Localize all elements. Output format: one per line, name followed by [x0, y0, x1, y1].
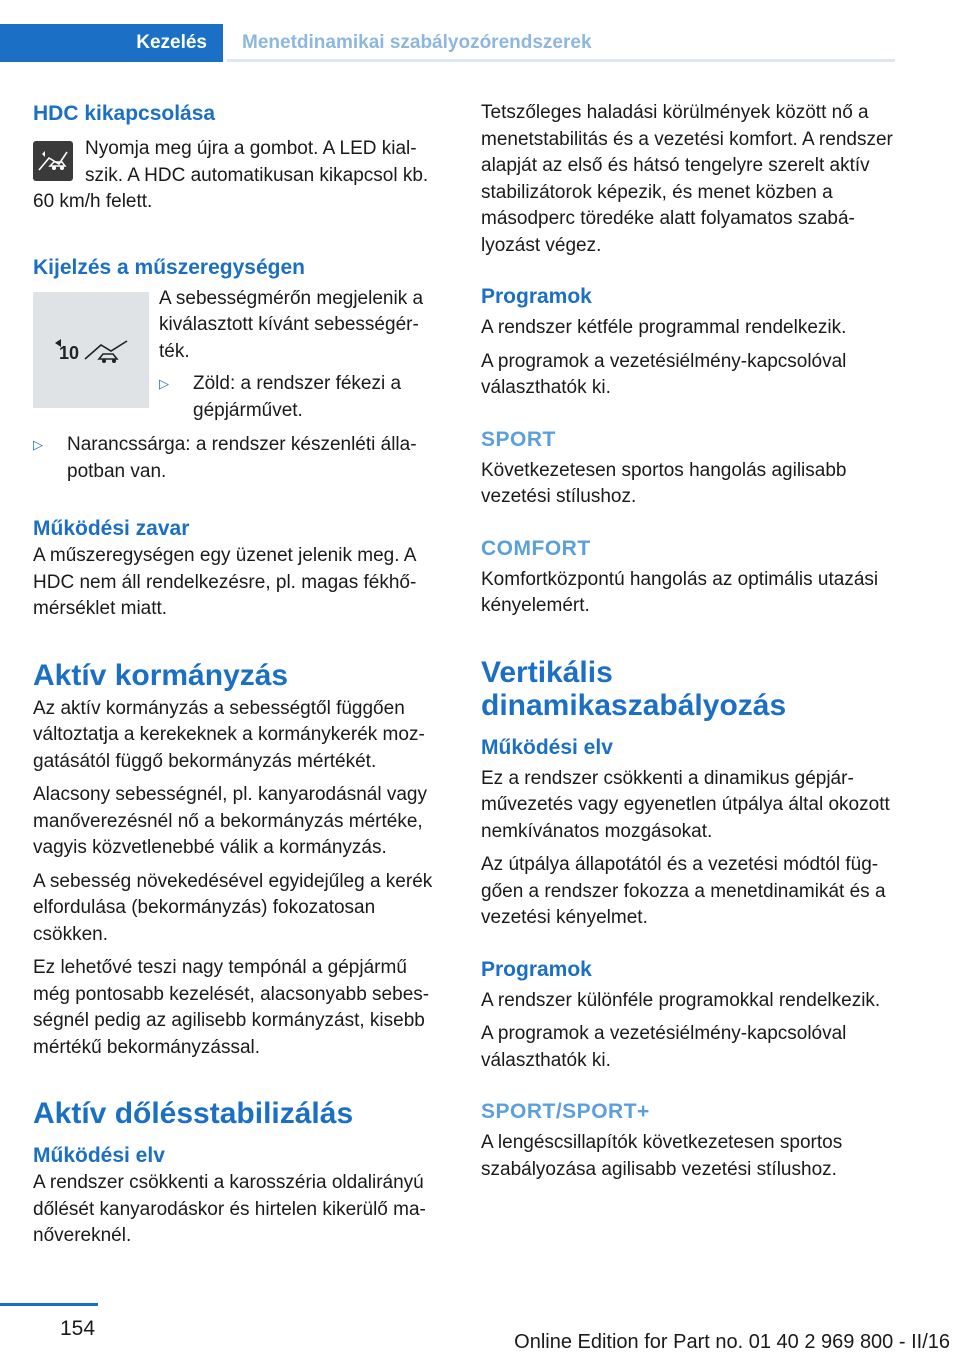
page-number: 154 — [60, 1317, 96, 1340]
footer-rule — [0, 1303, 98, 1306]
hill-descent-control-icon — [33, 141, 73, 181]
sportplus-text: A lengéscsillapítók következetesen sportos szabályozása agilisabb vezetési stílushoz. — [481, 1132, 843, 1180]
programs-heading: Programok — [481, 285, 592, 308]
sportplus-heading: SPORT/SPORT+ — [481, 1100, 650, 1123]
principle-p1: Ez a rendszer csökkenti a dinamikus gépjárművezetés vagy egyenetlen útpálya által okozott nemkívánatos mozgásokat. — [481, 767, 890, 842]
hdc-cluster-display-icon — [33, 292, 149, 408]
right-column — [481, 100, 897, 1183]
hdc-off-text-a: Nyomja meg újra a gombot. A LED kial- — [85, 138, 417, 159]
hdc-off-heading: HDC kikapcsolása — [33, 102, 216, 125]
page-header — [0, 24, 895, 62]
sport-heading: SPORT — [481, 427, 556, 451]
intro-text: Tetszőleges haladási körülmények között nő a menetstabilitás és a vezetési komfort. A rendszer alapját az első és hátsó tengelyre szerelt aktív stabilizátorok képezik, és menet közben a másodperc töredéke alatt folyamatos szabályozást végez. — [481, 102, 893, 256]
programs2-p2: A programok a vezetésiélmény-kapcsolóval választhatók ki. — [481, 1023, 847, 1071]
hdc-off-block — [33, 136, 449, 216]
programs-p2: A programok a vezetésiélmény-kapcsolóval választhatók ki. — [481, 350, 847, 398]
active-steering-heading: Aktív kormányzás — [33, 658, 289, 692]
chapter-title-tab: Menetdinamikai szabályozórendszerek — [227, 24, 895, 62]
roll-principle-text: A rendszer csökkenti a karosszéria oldalirányú dőlését kanyarodáskor és hirtelen kikerülő manővereknél. — [33, 1172, 426, 1246]
bullet-orange: ▷ Narancssárga: a rendszer készenléti álla- potban van. — [33, 434, 417, 482]
active-steering-p4: Ez lehetővé teszi nagy tempónál a gépjármű még pontosabb kezelését, alacsonyabb sebességnél pedig az agilisebb kormányzást, kisebb mértékű bekormányzással. — [33, 957, 430, 1058]
principle-p2: Az útpálya állapotától és a vezetési módtól függően a rendszer fokozza a menetdinamikát és a vezetési kényelmet. — [481, 854, 886, 928]
sport-text: Következetesen sportos hangolás agilisabb vezetési stílushoz. — [481, 459, 847, 507]
left-column — [33, 100, 449, 1250]
roll-stabilization-heading: Aktív dőlésstabilizálás — [33, 1097, 354, 1130]
comfort-text: Komfortközpontú hangolás az optimális utazási kényelemért. — [481, 568, 879, 616]
programs2-heading: Programok — [481, 957, 592, 981]
section-tab-active: Kezelés — [0, 24, 223, 62]
principle-heading: Működési elv — [481, 735, 613, 759]
triangle-right-icon: ▷ — [33, 437, 43, 452]
hdc-off-text-c: 60 km/h felett. — [33, 191, 153, 212]
comfort-heading: COMFORT — [481, 536, 591, 560]
bullet-green: ▷ Zöld: a rendszer fékezi a gépjárművet. — [159, 373, 402, 421]
programs-p1: A rendszer kétféle programmal rendelkezik. — [481, 317, 847, 338]
display-text-c: ték. — [159, 340, 190, 362]
display-block — [33, 286, 449, 486]
roll-principle-heading: Működési elv — [33, 1144, 165, 1167]
active-steering-p1: Az aktív kormányzás a sebességtől függően változtatja a kerekeknek a kormánykerék mozgatásától függő bekormányzás mértékét. — [33, 697, 425, 772]
display-heading: Kijelzés a műszeregységen — [33, 255, 305, 279]
malfunction-text: A műszeregységen egy üzenet jelenik meg. A HDC nem áll rendelkezésre, pl. magas fékhőmérséklet miatt. — [33, 545, 417, 619]
programs2-p1: A rendszer különféle programokkal rendelkezik. — [481, 989, 881, 1011]
display-text-a: A sebességmérőn megjelenik a — [159, 287, 424, 309]
malfunction-heading: Működési zavar — [33, 517, 190, 540]
cluster-speed-number: 10 — [59, 342, 80, 363]
hdc-off-text-b: szik. A HDC automatikusan kikapcsol kb. — [85, 164, 429, 186]
active-steering-p3: A sebesség növekedésével egyidejűleg a kerék elfordulása (bekormányzás) fokozatosan csökken. — [33, 870, 433, 945]
edition-note: Online Edition for Part no. 01 40 2 969 800 - II/16 — [514, 1331, 950, 1353]
vertical-dynamics-heading: Vertikális dinamikaszabályozás — [481, 655, 787, 722]
display-text-b: kiválasztott kívánt sebességér- — [159, 314, 419, 335]
active-steering-p2: Alacsony sebességnél, pl. kanyarodásnál vagy manőverezésnél nő a bekormányzás mértéke, vagyis közvetlenebbé válik a kormányzás. — [33, 784, 427, 858]
triangle-right-icon: ▷ — [159, 376, 169, 391]
